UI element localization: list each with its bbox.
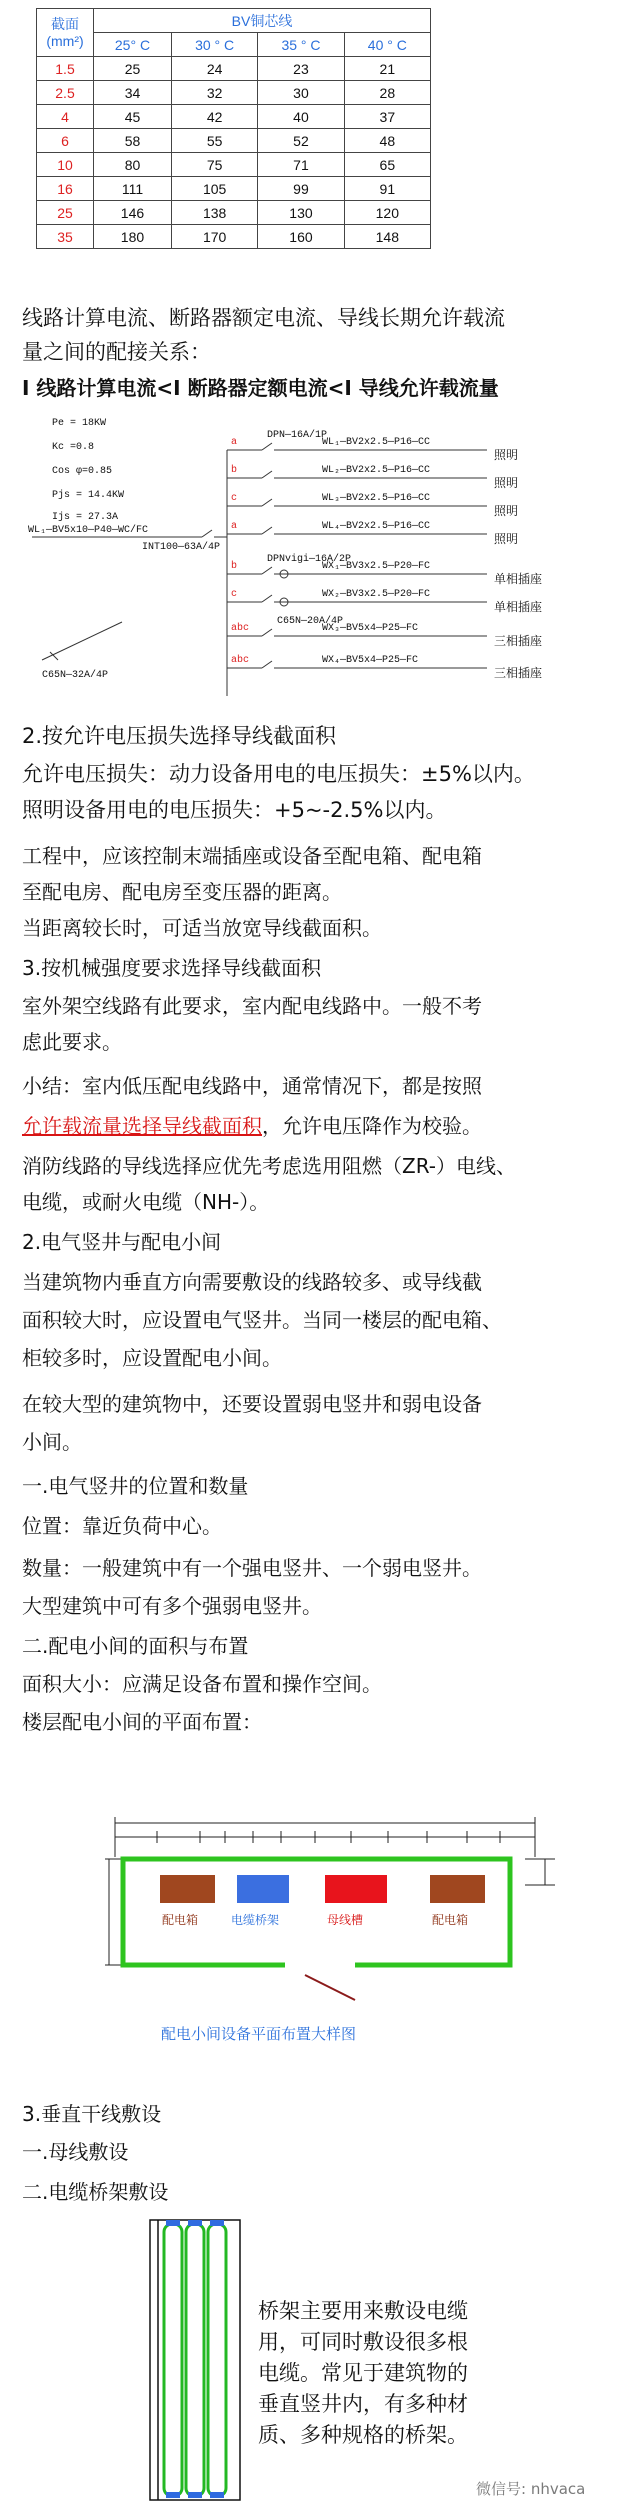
section-cell: 25 xyxy=(37,201,94,225)
load-pe: Pe = 18KW xyxy=(52,418,107,429)
section-cell: 35 xyxy=(37,225,94,249)
paragraph: 小间。 xyxy=(22,1430,82,1454)
section-cell: 4 xyxy=(37,105,94,129)
ampacity-cell: 148 xyxy=(344,225,430,249)
table-row xyxy=(37,153,431,177)
paragraph: 当建筑物内垂直方向需要敷设的线路较多、或导线截 xyxy=(22,1270,482,1294)
paragraph: 工程中，应该控制末端插座或设备至配电箱、配电箱 xyxy=(22,844,482,868)
ampacity-cell: 32 xyxy=(171,81,257,105)
equipment-label: 母线槽 xyxy=(327,1913,364,1927)
paragraph: 量之间的配接关系： xyxy=(22,340,211,364)
circuit-use: 照明 xyxy=(494,532,519,546)
ampacity-cell: 28 xyxy=(344,81,430,105)
paragraph-rest: ，允许电压降作为校验。 xyxy=(262,1114,482,1138)
ampacity-cell: 24 xyxy=(171,57,257,81)
circuit-use: 照明 xyxy=(494,504,519,518)
paragraph: 楼层配电小间的平面布置： xyxy=(22,1710,262,1734)
section-heading: 2.电气竖井与配电小间 xyxy=(22,1230,222,1254)
tray-description: 桥架主要用来敷设电缆用，可同时敷设很多根电缆。常见于建筑物的垂直竖井内，有多种材质、多种规格的桥架。 xyxy=(258,2299,468,2447)
ampacity-cell: 80 xyxy=(94,153,172,177)
ampacity-cell: 48 xyxy=(344,129,430,153)
section-header xyxy=(37,9,94,57)
circuit-phase: abc xyxy=(231,655,250,666)
table-row xyxy=(37,177,431,201)
ampacity-cell: 146 xyxy=(94,201,172,225)
table-row xyxy=(37,57,431,81)
circuit-cable: WX₂—BV3x2.5—P20—FC xyxy=(322,589,431,600)
equipment-block xyxy=(237,1875,289,1903)
temp-header: 30 ° C xyxy=(171,33,257,57)
dpnvigi-breaker: DPNvigi—16A/2P xyxy=(267,554,352,565)
ampacity-cell: 34 xyxy=(94,81,172,105)
equipment-label: 配电箱 xyxy=(162,1913,199,1927)
circuit-phase: c xyxy=(231,493,238,504)
ampacity-cell: 91 xyxy=(344,177,430,201)
ampacity-rule: I 线路计算电流<I 断路器定额电流<I 导线允许载流量 xyxy=(22,376,499,400)
table-row xyxy=(37,81,431,105)
paragraph: 电缆，或耐火电缆（NH-）。 xyxy=(22,1190,270,1214)
ampacity-cell: 37 xyxy=(344,105,430,129)
ampacity-cell: 160 xyxy=(258,225,344,249)
load-pjs: Pjs = 14.4KW xyxy=(52,490,125,501)
circuit-phase: a xyxy=(231,521,238,532)
room-plan xyxy=(105,1815,565,2065)
circuit-cable: WX₁—BV3x2.5—P20—FC xyxy=(322,561,431,572)
temp-header: 25° C xyxy=(94,33,172,57)
circuit-phase: a xyxy=(231,437,238,448)
equipment-block xyxy=(325,1875,387,1903)
section-heading: 二.配电小间的面积与布置 xyxy=(22,1634,249,1658)
circuit-cable: WL₁—BV2x2.5—P16—CC xyxy=(322,437,431,448)
paragraph: 当距离较长时，可适当放宽导线截面积。 xyxy=(22,916,382,940)
watermark: 微信号: nhvaca xyxy=(476,2480,586,2498)
load-ijs: Ijs = 27.3A xyxy=(52,512,119,523)
dpn-breaker: DPN—16A/1P xyxy=(267,430,328,441)
paragraph: 允许电压损失：动力设备用电的电压损失：±5%以内。 xyxy=(22,762,535,786)
ampacity-cell: 23 xyxy=(258,57,344,81)
ampacity-cell: 130 xyxy=(258,201,344,225)
temp-header: 35 ° C xyxy=(258,33,344,57)
feeder-cable: WL₁—BV5x10—P40—WC/FC xyxy=(28,525,149,536)
ampacity-cell: 25 xyxy=(94,57,172,81)
equipment-label: 电缆桥架 xyxy=(231,1913,280,1927)
section-heading: 二.电缆桥架敷设 xyxy=(22,2180,169,2204)
ampacity-cell: 170 xyxy=(171,225,257,249)
section-cell: 1.5 xyxy=(37,57,94,81)
equipment-label: 配电箱 xyxy=(432,1913,469,1927)
temp-header: 40 ° C xyxy=(344,33,430,57)
c65n20-breaker: C65N—20A/4P xyxy=(277,616,344,627)
section-label: 截面 xyxy=(51,15,79,32)
section-cell: 10 xyxy=(37,153,94,177)
paragraph: 位置：靠近负荷中心。 xyxy=(22,1514,222,1538)
circuit-use: 单相插座 xyxy=(494,600,543,614)
paragraph: 室外架空线路有此要求，室内配电线路中。一般不考 xyxy=(22,994,482,1018)
ampacity-cell: 65 xyxy=(344,153,430,177)
section-heading: 一.电气竖井的位置和数量 xyxy=(22,1474,249,1498)
circuit-cable: WL₄—BV2x2.5—P16—CC xyxy=(322,521,431,532)
paragraph: 消防线路的导线选择应优先考虑选用阻燃（ZR-）电线、 xyxy=(22,1154,517,1178)
ampacity-cell: 55 xyxy=(171,129,257,153)
incoming-breaker: C65N—32A/4P xyxy=(42,670,109,681)
equipment-block xyxy=(160,1875,215,1903)
section-heading: 3.按机械强度要求选择导线截面积 xyxy=(22,956,322,980)
section-cell: 6 xyxy=(37,129,94,153)
ampacity-cell: 180 xyxy=(94,225,172,249)
paragraph: 照明设备用电的电压损失：+5~-2.5%以内。 xyxy=(22,798,447,822)
cable-tray-drawing xyxy=(140,2210,250,2510)
ampacity-cell: 58 xyxy=(94,129,172,153)
paragraph: 至配电房、配电房至变压器的距离。 xyxy=(22,880,342,904)
table-body xyxy=(37,57,431,249)
ampacity-cell: 52 xyxy=(258,129,344,153)
paragraph: 柜较多时，应设置配电小间。 xyxy=(22,1346,282,1370)
circuit-phase: b xyxy=(231,561,238,572)
paragraph: 小结：室内低压配电线路中，通常情况下，都是按照 xyxy=(22,1074,482,1098)
load-cos: Cos φ=0.85 xyxy=(52,466,113,477)
circuit-cable: WL₃—BV2x2.5—P16—CC xyxy=(322,493,431,504)
paragraph: 数量：一般建筑中有一个强电竖井、一个弱电竖井。 xyxy=(22,1556,482,1580)
circuit-use: 三相插座 xyxy=(494,634,543,648)
paragraph: 面积较大时，应设置电气竖井。当同一楼层的配电箱、 xyxy=(22,1308,502,1332)
ampacity-cell: 42 xyxy=(171,105,257,129)
section-cell: 16 xyxy=(37,177,94,201)
paragraph: 面积大小：应满足设备布置和操作空间。 xyxy=(22,1672,382,1696)
circuit-cable: WL₂—BV2x2.5—P16—CC xyxy=(322,465,431,476)
table-row xyxy=(37,129,431,153)
load-kc: Kc =0.8 xyxy=(52,442,95,453)
ampacity-cell: 138 xyxy=(171,201,257,225)
circuit-use: 单相插座 xyxy=(494,572,543,586)
table-row xyxy=(37,225,431,249)
paragraph: 虑此要求。 xyxy=(22,1030,122,1054)
ampacity-cell: 45 xyxy=(94,105,172,129)
paragraph: 线路计算电流、断路器额定电流、导线长期允许载流 xyxy=(22,306,505,330)
circuit-use: 照明 xyxy=(494,448,519,462)
ampacity-cell: 111 xyxy=(94,177,172,201)
ampacity-cell: 75 xyxy=(171,153,257,177)
ampacity-cell: 105 xyxy=(171,177,257,201)
paragraph xyxy=(22,1110,482,1142)
paragraph: 在较大型的建筑物中，还要设置弱电竖井和弱电设备 xyxy=(22,1392,482,1416)
ampacity-cell: 21 xyxy=(344,57,430,81)
circuit-phase: b xyxy=(231,465,238,476)
circuit-use: 三相插座 xyxy=(494,666,543,680)
circuit-phase: abc xyxy=(231,623,250,634)
ampacity-cell: 99 xyxy=(258,177,344,201)
circuit-use: 照明 xyxy=(494,476,519,490)
ampacity-table xyxy=(36,8,431,249)
paragraph: 大型建筑中可有多个强弱电竖井。 xyxy=(22,1594,322,1618)
ampacity-cell: 71 xyxy=(258,153,344,177)
section-heading: 3.垂直干线敷设 xyxy=(22,2102,162,2126)
ampacity-cell: 120 xyxy=(344,201,430,225)
ampacity-cell: 40 xyxy=(258,105,344,129)
ampacity-link[interactable]: 允许载流量选择导线截面积 xyxy=(22,1114,262,1138)
main-breaker: INT100—63A/4P xyxy=(142,542,221,553)
section-unit: (mm²) xyxy=(46,32,84,49)
table-row xyxy=(37,105,431,129)
distribution-schematic xyxy=(22,412,582,712)
plan-caption: 配电小间设备平面布置大样图 xyxy=(161,2025,357,2043)
equipment-block xyxy=(430,1875,485,1903)
table-row xyxy=(37,201,431,225)
circuit-cable: WX₄—BV5x4—P25—FC xyxy=(322,655,419,666)
ampacity-cell: 30 xyxy=(258,81,344,105)
section-heading: 2.按允许电压损失选择导线截面积 xyxy=(22,724,337,748)
circuit-cable: WX₃—BV5x4—P25—FC xyxy=(322,623,419,634)
group-header: BV铜芯线 xyxy=(94,9,431,33)
section-cell: 2.5 xyxy=(37,81,94,105)
circuit-phase: c xyxy=(231,589,238,600)
section-heading: 一.母线敷设 xyxy=(22,2140,129,2164)
